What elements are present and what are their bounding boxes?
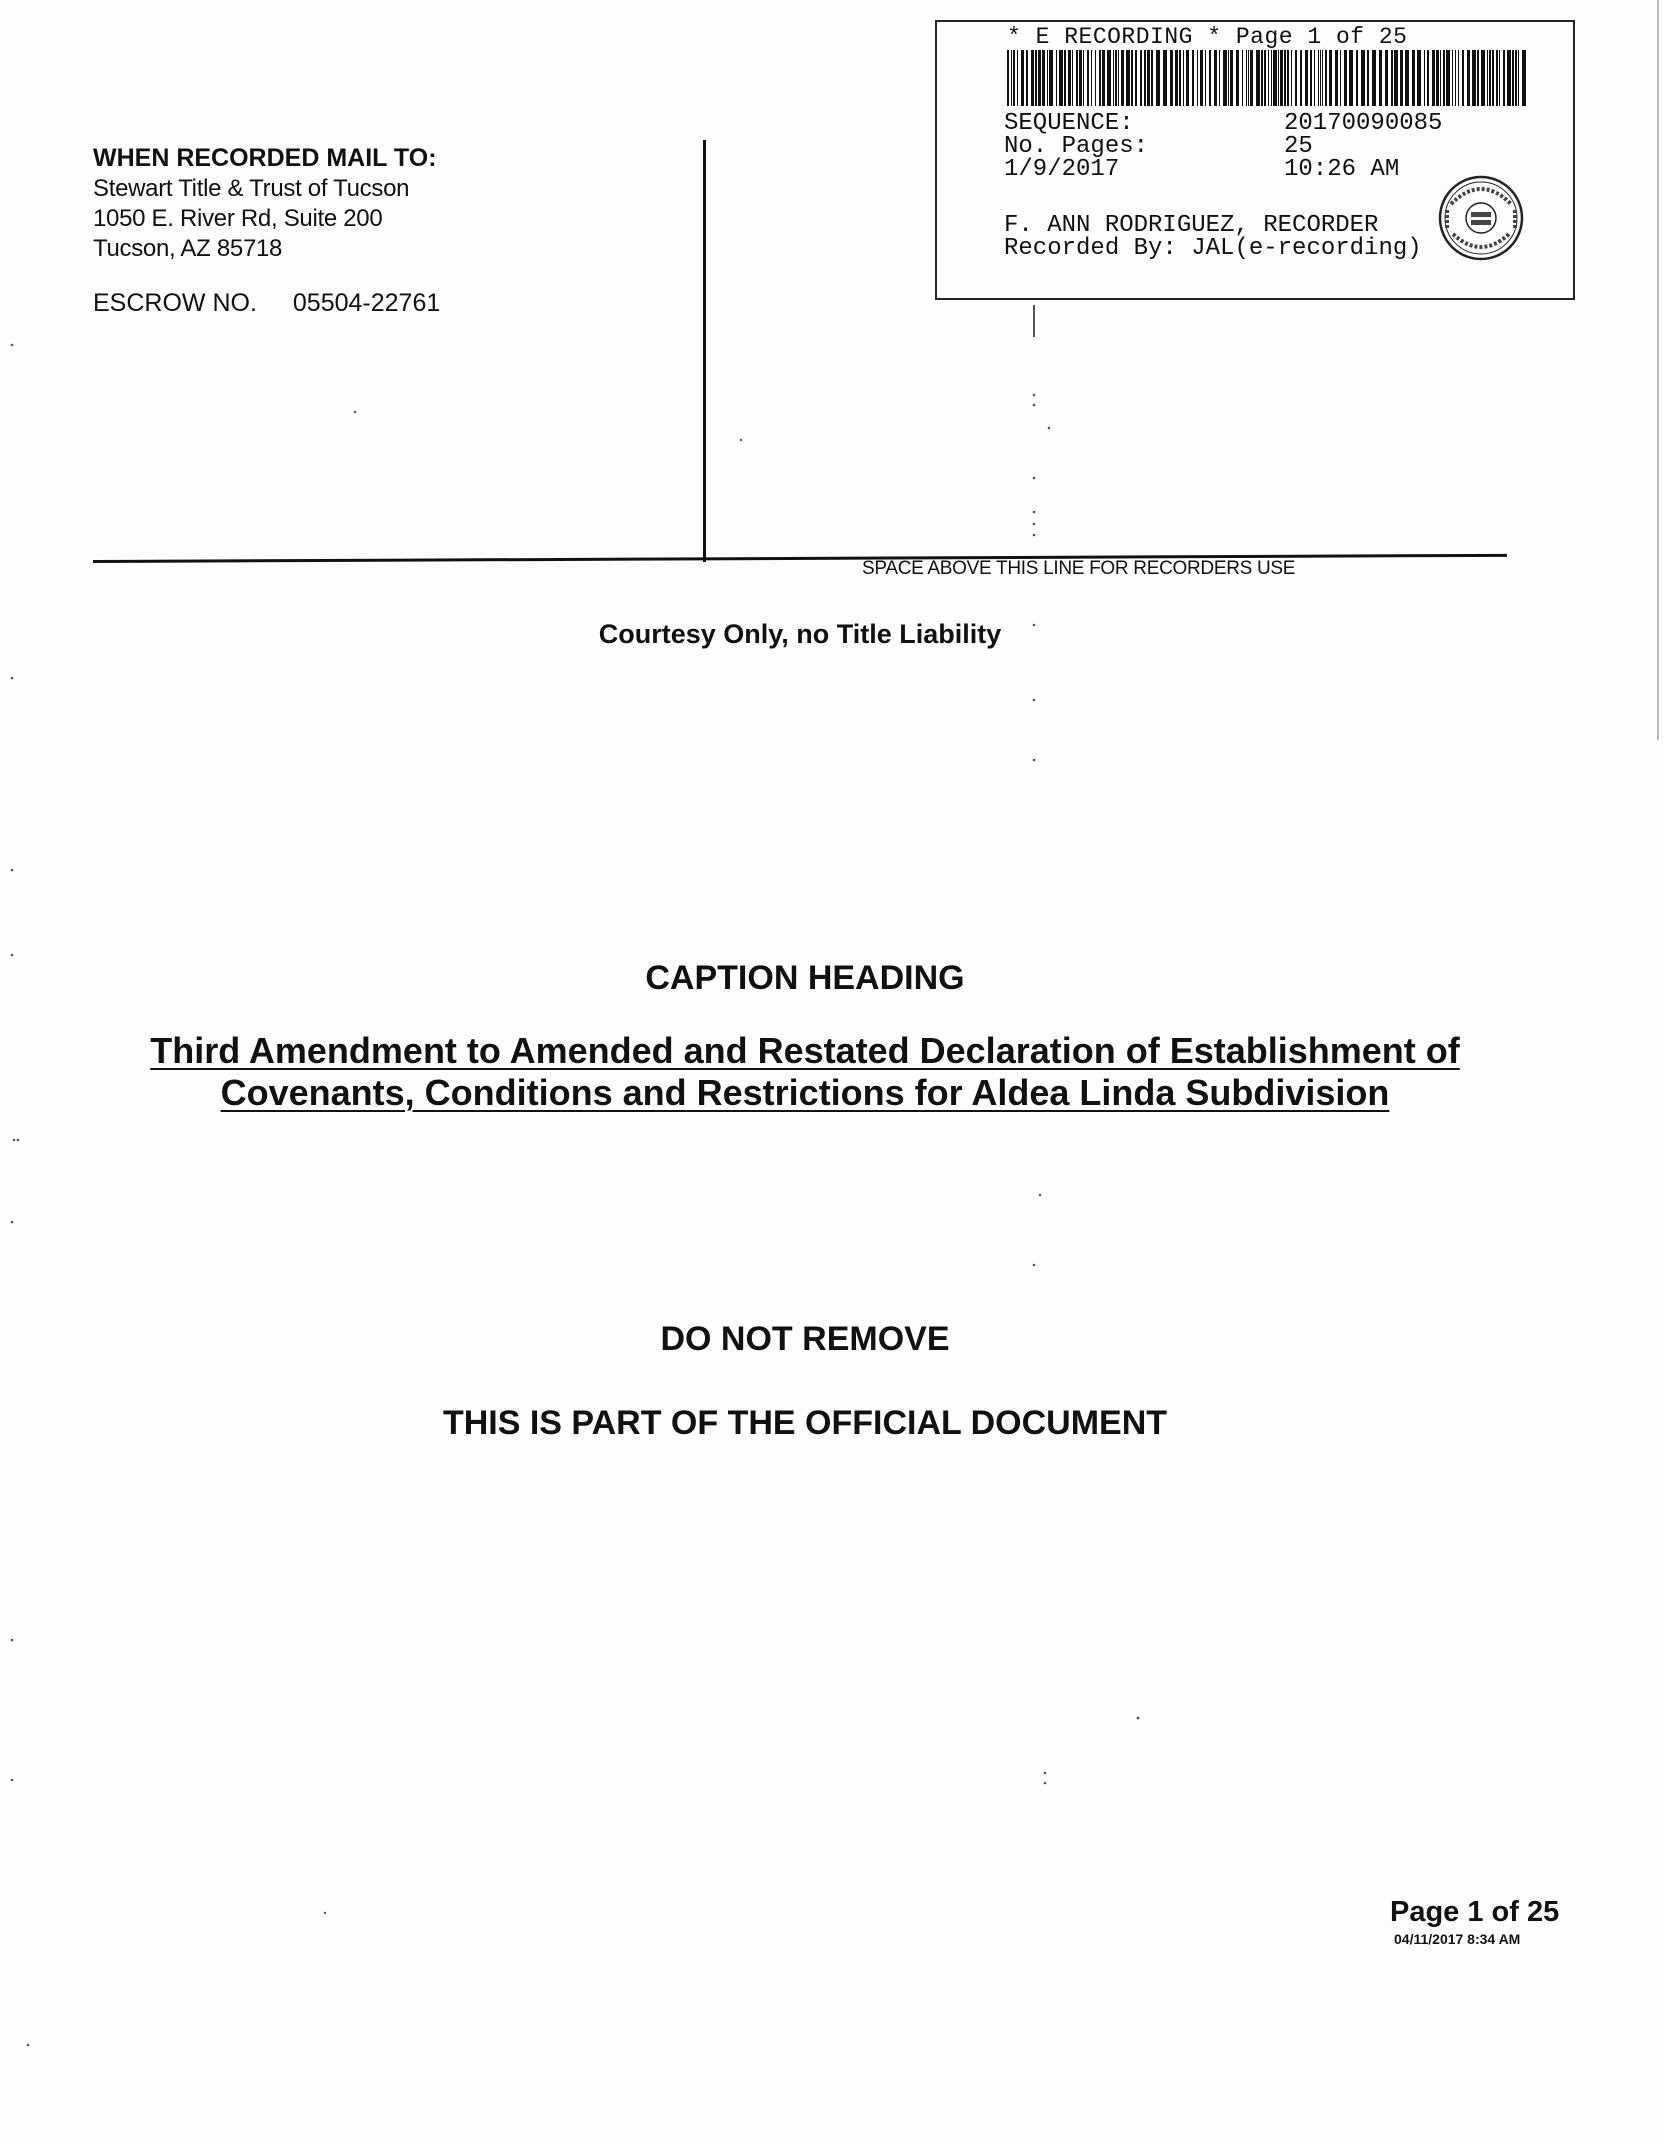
do-not-remove-notice: DO NOT REMOVE [660,1320,950,1358]
county-recorder-seal-icon [1437,174,1525,262]
vertical-divider [703,140,706,562]
barcode-icon [1007,50,1533,106]
document-title-line-1: Third Amendment to Amended and Restated Declaration of Establishment of [150,1030,1460,1071]
escrow-number: 05504-22761 [292,289,441,317]
recorders-use-note: SPACE ABOVE THIS LINE FOR RECORDERS USE [862,558,1296,579]
pages-value: 25 [1284,133,1313,160]
mail-to-street: 1050 E. River Rd, Suite 200 [93,205,383,232]
document-title-line-2: Covenants, Conditions and Restrictions for Aldea Linda Subdivision [220,1072,1390,1113]
recorded-by: Recorded By: JAL(e-recording) [1004,235,1422,262]
document-title [90,1030,1520,1114]
recording-date: 1/9/2017 [1004,156,1120,183]
escrow-number-line [93,289,440,318]
escrow-label: ESCROW NO. [93,289,257,317]
mail-to-city: Tucson, AZ 85718 [93,235,283,262]
recording-time: 10:26 AM [1284,156,1400,183]
recording-stamp [935,20,1575,300]
caption-heading: CAPTION HEADING [645,959,965,997]
recorder-name: F. ANN RODRIGUEZ, RECORDER [1004,212,1379,239]
sequence-value: 20170090085 [1284,110,1443,137]
mail-to-company: Stewart Title & Trust of Tucson [93,175,410,202]
pages-label: No. Pages: [1004,133,1149,160]
recording-stamp-title: * E RECORDING * Page 1 of 25 [1007,24,1408,50]
courtesy-note: Courtesy Only, no Title Liability [598,619,1002,649]
official-document-notice: THIS IS PART OF THE OFFICIAL DOCUMENT [442,1404,1168,1442]
print-timestamp: 04/11/2017 8:34 AM [1394,1931,1521,1947]
page-number: Page 1 of 25 [1390,1896,1560,1928]
sequence-label: SEQUENCE: [1004,110,1134,137]
mail-to-block [93,142,653,264]
mail-to-heading: WHEN RECORDED MAIL TO: [93,144,437,172]
